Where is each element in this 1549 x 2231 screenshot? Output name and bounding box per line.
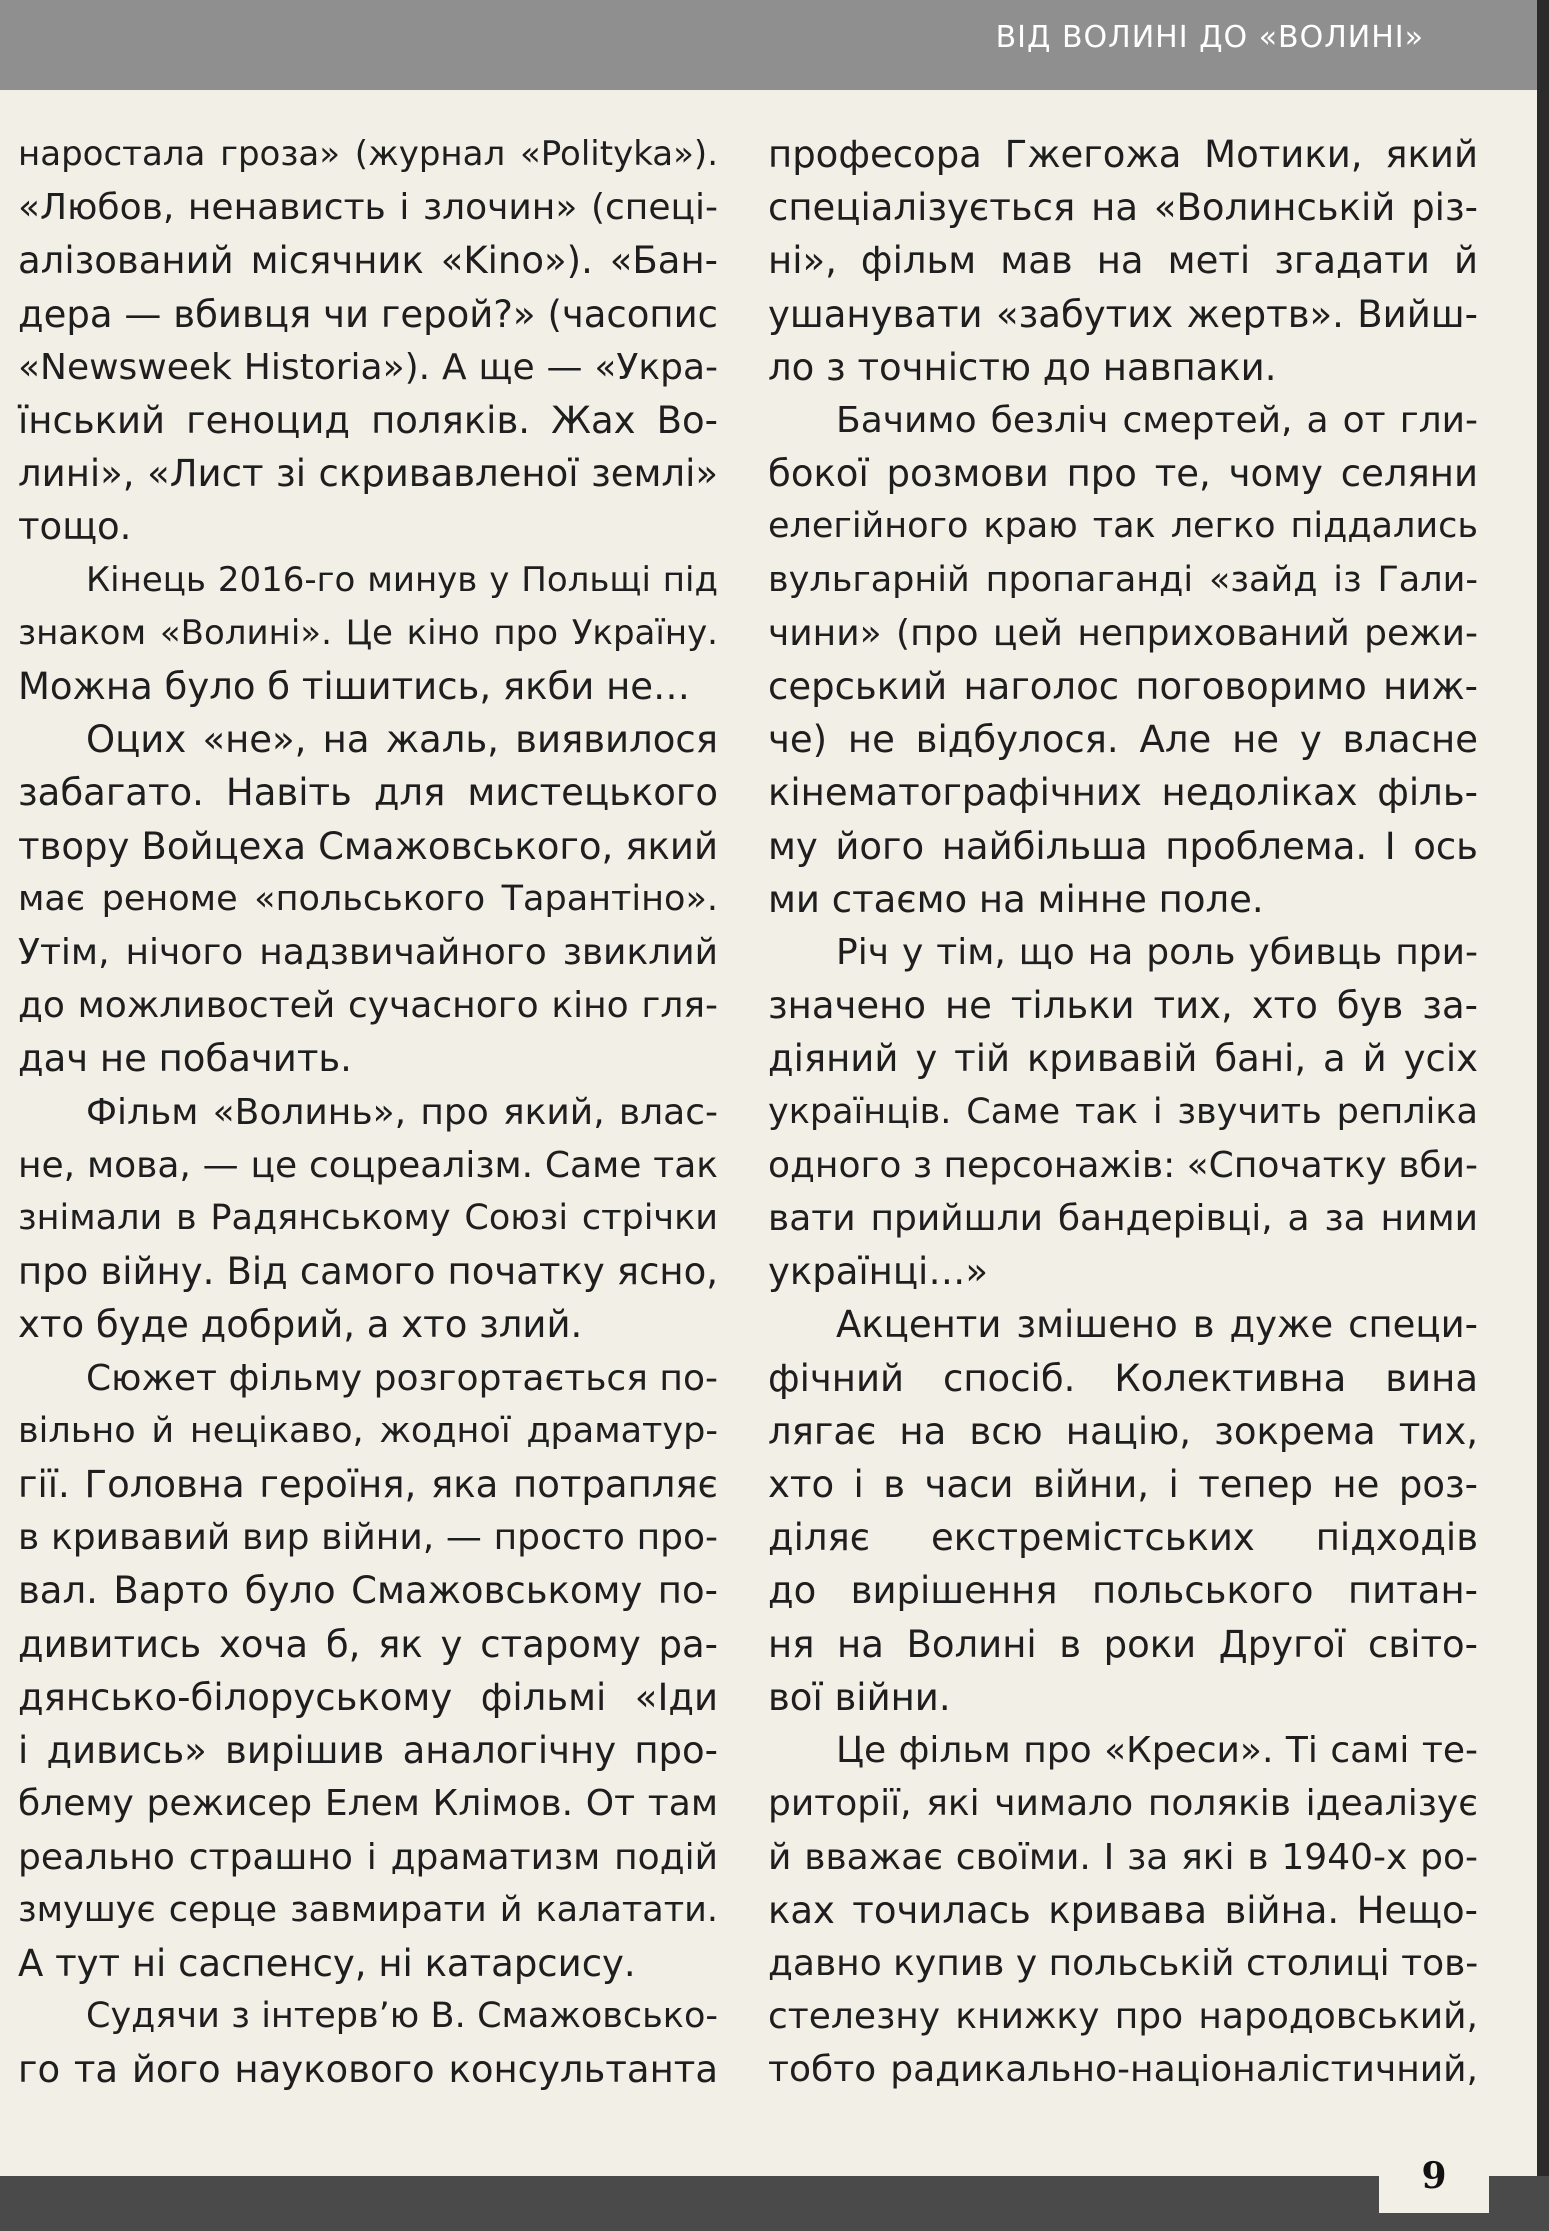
text-line: професора Гжегожа Мотики, який	[768, 133, 1478, 176]
text-line: «Newsweek Historia»). А ще — «Укра-	[18, 346, 718, 388]
text-line: Сюжет фільму розгортається по-	[86, 1357, 718, 1399]
text-line: Судячи з інтерв’ю В. Смажовсько-	[86, 1996, 718, 2037]
text-line: хто буде добрий, а хто злий.	[18, 1303, 583, 1347]
text-line: наростала гроза» (журнал «Polityka»).	[18, 134, 718, 174]
text-line: риторії, які чимало поляків ідеалізує	[768, 1783, 1478, 1825]
text-line: їнський геноцид поляків. Жах Во-	[18, 399, 718, 443]
text-line: А тут ні саспенсу, ні катарсису.	[18, 1941, 636, 1985]
text-line: дивитись хоча б, як у старому ра-	[18, 1622, 718, 1666]
text-line: фічний спосіб. Колективна вина	[768, 1356, 1478, 1400]
text-line: забагато. Навіть для мистецького	[18, 771, 718, 815]
text-line: вільно й нецікаво, жодної драматур-	[18, 1410, 718, 1451]
text-line: вал. Варто було Смажовському по-	[18, 1569, 718, 1613]
text-line: ках точилась кривава війна. Нещо-	[768, 1888, 1478, 1932]
text-line: блему режисер Елем Клімов. От там	[18, 1783, 718, 1825]
text-line: діляє екстремістських підходів	[768, 1516, 1478, 1560]
text-line: кінематографічних недоліках філь-	[768, 771, 1478, 815]
text-line: дера — вбивця чи герой?» (часопис	[18, 292, 718, 336]
text-line: реально страшно і драматизм подій	[18, 1836, 718, 1878]
text-line: стелезну книжку про народовський,	[768, 1996, 1478, 2038]
text-line: має реноме «польського Тарантіно».	[18, 878, 718, 919]
text-line: до можливостей сучасного кіно гля-	[18, 985, 718, 1027]
text-line: ушанувати «забутих жертв». Вийш-	[768, 292, 1478, 336]
text-line: про війну. Від самого початку ясно,	[18, 1250, 718, 1294]
text-line: Акценти змішено в дуже специ-	[836, 1303, 1478, 1347]
text-line: Утім, нічого надзвичайного звиклий	[18, 932, 718, 974]
text-line: Фільм «Волинь», про який, влас-	[86, 1091, 718, 1133]
footer-band	[0, 2176, 1549, 2231]
text-line: в кривавий вир війни, — просто про-	[18, 1517, 718, 1559]
text-line: не, мова, — це соцреалізм. Саме так	[18, 1144, 718, 1186]
text-line: й вважає своїми. І за які в 1940-х ро-	[768, 1836, 1478, 1878]
text-line: українці…»	[768, 1250, 988, 1294]
text-line: бокої розмови про те, чому селяни	[768, 452, 1478, 496]
text-line: алізований місячник «Kino»). «Бан-	[18, 239, 718, 283]
text-line: діяний у тій кривавій бані, а й усіх	[768, 1037, 1478, 1081]
text-line: до вирішення польського питан-	[768, 1569, 1478, 1613]
text-line: ня на Волині в роки Другої світо-	[768, 1622, 1478, 1666]
right-text-column	[768, 128, 1478, 2097]
text-line: Оцих «не», на жаль, виявилося	[86, 718, 718, 762]
text-line: Бачимо безліч смертей, а от гли-	[836, 400, 1478, 442]
text-line: ми стаємо на мінне поле.	[768, 877, 1264, 921]
text-line: вої війни.	[768, 1675, 951, 1719]
text-line: і дивись» вирішив аналогічну про-	[18, 1729, 718, 1773]
text-line: тощо.	[18, 505, 132, 549]
text-line: твору Войцеха Смажовського, який	[18, 824, 718, 868]
text-line: елегійного краю так легко піддались	[768, 506, 1478, 547]
text-line: знаком «Волині». Це кіно про Україну.	[18, 612, 718, 653]
text-line: Кінець 2016-го минув у Польщі під	[86, 559, 718, 600]
text-line: Річ у тім, що на роль убивць при-	[836, 932, 1478, 974]
running-header-title: ВІД ВОЛИНІ ДО «ВОЛИНІ»	[995, 20, 1424, 55]
text-line: ло з точністю до навпаки.	[768, 345, 1277, 389]
text-line: лині», «Лист зі скривавленої землі»	[18, 452, 718, 496]
page-edge	[1537, 0, 1549, 2231]
left-text-column	[18, 128, 718, 2097]
text-line: давно купив у польській столиці тов-	[768, 1942, 1479, 1984]
text-line: українців. Саме так і звучить репліка	[768, 1091, 1478, 1132]
text-line: Можна було б тішитись, якби не…	[18, 665, 691, 709]
text-line: знімали в Радянському Союзі стрічки	[18, 1198, 718, 1239]
text-line: му його найбільша проблема. І ось	[768, 824, 1478, 868]
page-number: 9	[1379, 2139, 1489, 2213]
text-line: вати прийшли бандерівці, а за ними	[768, 1198, 1478, 1240]
text-line: Це фільм про «Креси». Ті самі те-	[836, 1730, 1478, 1772]
text-line: че) не відбулося. Але не у власне	[768, 718, 1478, 762]
text-line: одного з персонажів: «Спочатку вби-	[768, 1144, 1478, 1186]
running-header	[0, 0, 1549, 90]
text-line: лягає на всю націю, зокрема тих,	[768, 1409, 1478, 1453]
text-line: змушує серце завмирати й калатати.	[18, 1889, 718, 1930]
text-line: ні», фільм мав на меті згадати й	[768, 239, 1478, 283]
text-line: чини» (про цей неприхований режи-	[768, 612, 1478, 654]
text-line: «Любов, ненависть і злочин» (спеці-	[18, 187, 718, 229]
text-line: хто і в часи війни, і тепер не роз-	[768, 1463, 1478, 1507]
text-line: дач не побачить.	[18, 1037, 352, 1081]
text-line: дянсько-білоруському фільмі «Іди	[18, 1675, 718, 1719]
text-line: значено не тільки тих, хто був за-	[768, 984, 1478, 1028]
text-line: серський наголос поговоримо ниж-	[768, 665, 1478, 709]
text-line: спеціалізується на «Волинській різ-	[768, 186, 1478, 230]
text-line: тобто радикально-націоналістичний,	[768, 2049, 1478, 2091]
text-line: гії. Головна героїня, яка потрапляє	[18, 1463, 718, 1507]
text-line: вульгарній пропаганді «зайд із Гали-	[768, 559, 1478, 600]
text-line: го та його наукового консультанта	[18, 2048, 718, 2092]
